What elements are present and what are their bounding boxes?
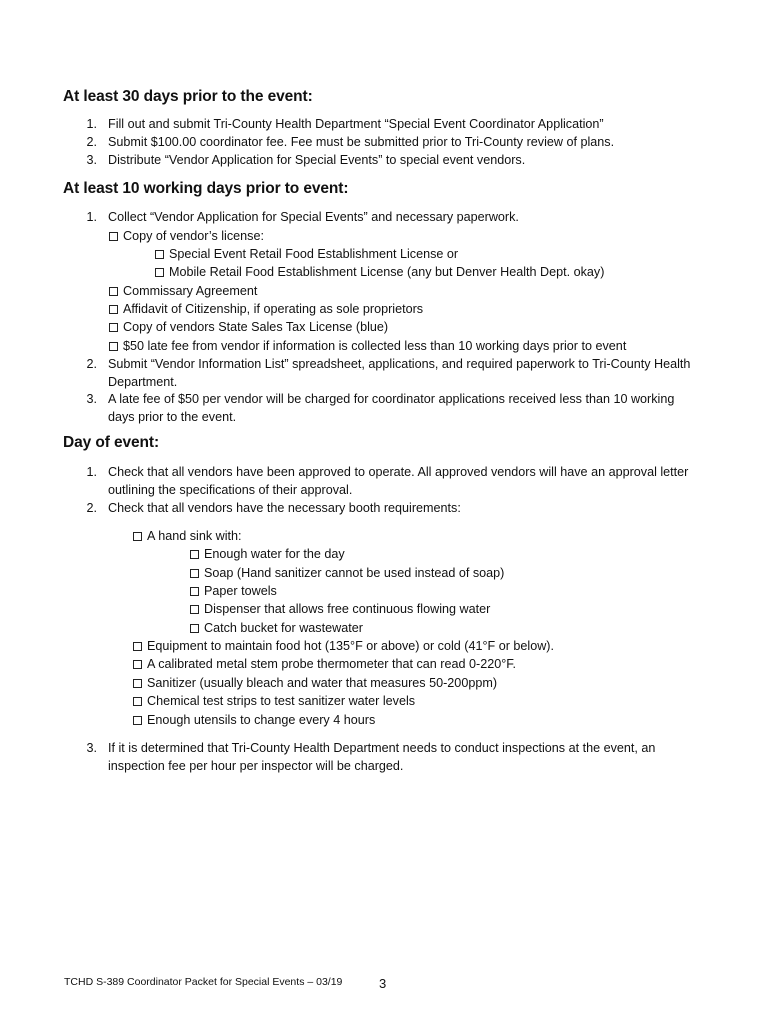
checklist-item bbox=[133, 637, 554, 655]
checklist-text: Enough water for the day bbox=[204, 547, 345, 561]
list-text: Submit $100.00 coordinator fee. Fee must be submitted prior to Tri-County review of plans. bbox=[108, 135, 615, 149]
checkbox-icon bbox=[133, 679, 142, 688]
checklist-text: Mobile Retail Food Establishment License (any but Denver Health Dept. okay) bbox=[169, 265, 605, 279]
checkbox-icon bbox=[109, 342, 118, 351]
checklist-text: Catch bucket for wastewater bbox=[204, 621, 363, 635]
checkbox-icon bbox=[190, 587, 199, 596]
checklist-item bbox=[190, 600, 490, 618]
checklist-item bbox=[109, 318, 388, 336]
list-text: Distribute “Vendor Application for Special Events” to special event vendors. bbox=[108, 153, 526, 167]
list-text-continued: Department. bbox=[108, 375, 178, 389]
checklist-text: Soap (Hand sanitizer cannot be used instead of soap) bbox=[204, 566, 505, 580]
checklist-item bbox=[133, 674, 497, 692]
checklist-item bbox=[109, 337, 626, 355]
checkbox-icon bbox=[109, 305, 118, 314]
checkbox-icon bbox=[190, 550, 199, 559]
checkbox-icon bbox=[133, 642, 142, 651]
checklist-item bbox=[190, 582, 277, 600]
checklist-item bbox=[155, 245, 458, 263]
checklist-item bbox=[109, 300, 423, 318]
checklist-item bbox=[133, 692, 415, 710]
checklist-text: Dispenser that allows free continuous flowing water bbox=[204, 602, 491, 616]
checkbox-icon bbox=[133, 660, 142, 669]
checklist-text: Special Event Retail Food Establishment License or bbox=[169, 247, 459, 261]
list-number: 1. bbox=[86, 210, 97, 224]
list-number: 2. bbox=[86, 357, 97, 371]
checkbox-icon bbox=[109, 287, 118, 296]
checklist-text: Equipment to maintain food hot (135°F or above) or cold (41°F or below). bbox=[147, 639, 554, 653]
checkbox-icon bbox=[109, 232, 118, 241]
checklist-text: A hand sink with: bbox=[147, 529, 242, 543]
checklist-item bbox=[109, 227, 264, 245]
list-text: Check that all vendors have the necessary booth requirements: bbox=[108, 501, 461, 515]
list-number: 1. bbox=[86, 465, 97, 479]
checklist-text: Commissary Agreement bbox=[123, 284, 258, 298]
page-number: 3 bbox=[379, 976, 387, 991]
checkbox-icon bbox=[133, 716, 142, 725]
list-text: Fill out and submit Tri-County Health Department “Special Event Coordinator Application” bbox=[108, 117, 604, 131]
checkbox-icon bbox=[133, 532, 142, 541]
checklist-item bbox=[190, 619, 363, 637]
checklist-text: Sanitizer (usually bleach and water that measures 50-200ppm) bbox=[147, 676, 498, 690]
checklist-text: Enough utensils to change every 4 hours bbox=[147, 713, 376, 727]
list-text: A late fee of $50 per vendor will be charged for coordinator applications received less than 10 working bbox=[108, 392, 675, 406]
checklist-text: Chemical test strips to test sanitizer water levels bbox=[147, 694, 416, 708]
list-number: 3. bbox=[86, 741, 97, 755]
checkbox-icon bbox=[109, 323, 118, 332]
checklist-text: Copy of vendors State Sales Tax License (blue) bbox=[123, 320, 389, 334]
checkbox-icon bbox=[155, 250, 164, 259]
list-text: Submit “Vendor Information List” spreadsheet, applications, and required paperwork to Tri-County Health bbox=[108, 357, 691, 371]
checklist-item bbox=[190, 545, 345, 563]
checklist-item bbox=[109, 282, 257, 300]
checklist-text: A calibrated metal stem probe thermometer that can read 0-220°F. bbox=[147, 657, 517, 671]
list-number: 3. bbox=[86, 392, 97, 406]
checklist-item bbox=[133, 711, 375, 729]
checkbox-icon bbox=[133, 697, 142, 706]
list-text: If it is determined that Tri-County Health Department needs to conduct inspections at the event, an bbox=[108, 741, 656, 755]
checkbox-icon bbox=[190, 569, 199, 578]
list-number: 2. bbox=[86, 135, 97, 149]
checklist-text: Affidavit of Citizenship, if operating as sole proprietors bbox=[123, 302, 424, 316]
list-text-continued: outlining the specifications of their approval. bbox=[108, 483, 353, 497]
checkbox-icon bbox=[155, 268, 164, 277]
section-heading-day-of-event: Day of event: bbox=[63, 434, 160, 451]
checklist-item bbox=[190, 564, 504, 582]
checklist-item bbox=[133, 655, 516, 673]
checklist-item bbox=[133, 527, 242, 545]
list-text: Check that all vendors have been approved to operate. All approved vendors will have an approval letter bbox=[108, 465, 689, 479]
list-number: 3. bbox=[86, 153, 97, 167]
checkbox-icon bbox=[190, 605, 199, 614]
checkbox-icon bbox=[190, 624, 199, 633]
checklist-text: Copy of vendor’s license: bbox=[123, 229, 264, 243]
page-footer: TCHD S-389 Coordinator Packet for Special Events – 03/19 bbox=[64, 976, 343, 988]
checklist-item bbox=[155, 263, 604, 281]
list-text-continued: inspection fee per hour per inspector will be charged. bbox=[108, 759, 404, 773]
list-number: 1. bbox=[86, 117, 97, 131]
section-heading-30-days: At least 30 days prior to the event: bbox=[63, 88, 313, 105]
checklist-text: Paper towels bbox=[204, 584, 277, 598]
section-heading-10-days: At least 10 working days prior to event: bbox=[63, 180, 349, 197]
list-number: 2. bbox=[86, 501, 97, 515]
list-text: Collect “Vendor Application for Special Events” and necessary paperwork. bbox=[108, 210, 519, 224]
checklist-text: $50 late fee from vendor if information is collected less than 10 working days prior to event bbox=[123, 339, 627, 353]
list-text-continued: days prior to the event. bbox=[108, 410, 237, 424]
